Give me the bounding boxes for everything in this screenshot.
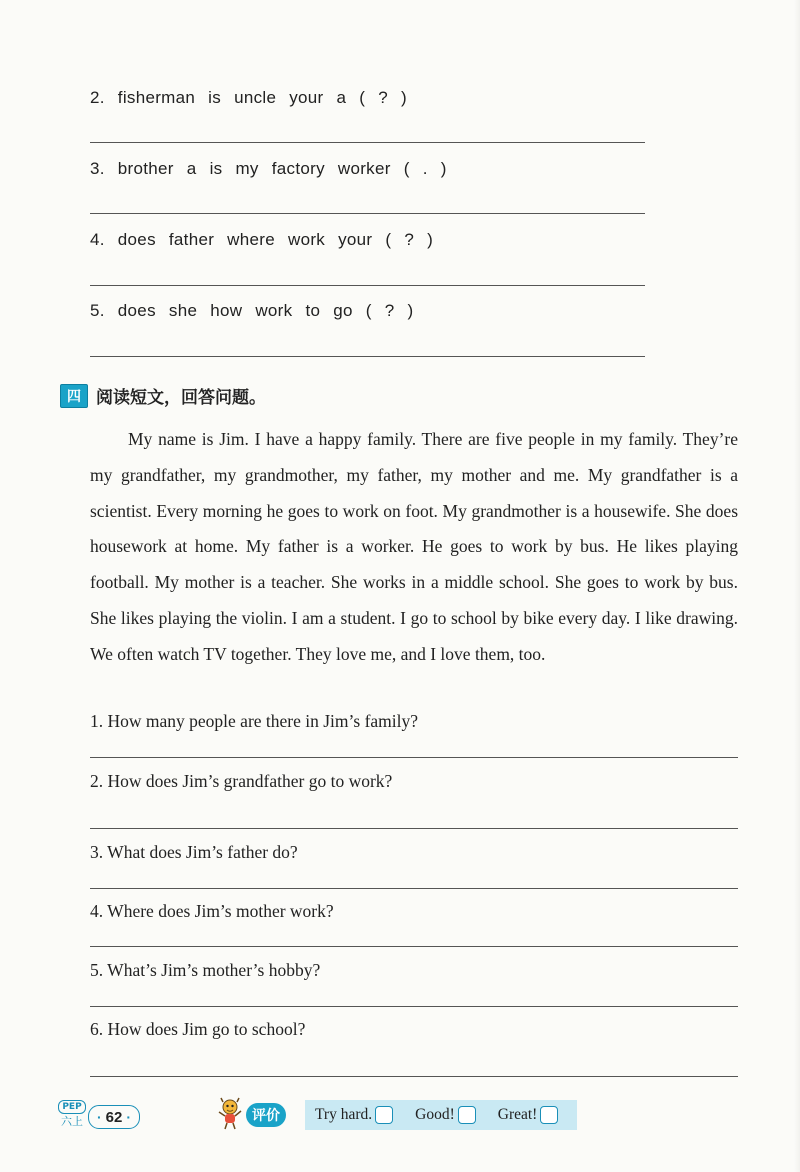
passage-text: My name is Jim. I have a happy family. There are five people in my family. They’re my grandfather, my grandmother, my father, my mother and me. My grandfather is a scientist. Every morning he goes to work on foot. My grandmother is a housewife. She does housework at home. My father is a worker. He goes to work by bus. He likes playing football. My mother is a teacher. She works in a middle school. She goes to work by bus. She likes playing the violin. I am a student. I go to school by bike every day. I like drawing. We often watch TV together. They love me, and I love them, too. [90, 429, 738, 664]
reorder-question-3: 3. brother a is my factory worker ( . ) [90, 159, 447, 178]
eval-option-try-hard[interactable] [315, 1106, 393, 1124]
reading-question-3: 3. What does Jim’s father do? [90, 842, 298, 862]
reorder-question-4: 4. does father where work your ( ? ) [90, 230, 434, 249]
pep-grade-mark [58, 1100, 86, 1128]
answer-line[interactable] [90, 356, 645, 357]
answer-line[interactable] [90, 285, 645, 286]
section-header [60, 383, 266, 408]
grade-label: 六上 [61, 1115, 83, 1128]
eval-option-label: Good! [415, 1106, 455, 1123]
dot-icon: · [97, 1109, 102, 1125]
mascot-icon [212, 1095, 248, 1131]
reading-question-5: 5. What’s Jim’s mother’s hobby? [90, 960, 321, 980]
eval-option-label: Great! [497, 1106, 538, 1123]
eval-option-good[interactable] [415, 1106, 476, 1124]
answer-line[interactable] [90, 946, 738, 947]
answer-line[interactable] [90, 828, 738, 829]
answer-line[interactable] [90, 1006, 738, 1007]
reading-question-1: 1. How many people are there in Jim’s family? [90, 711, 419, 731]
scan-edge-shadow [794, 0, 800, 1172]
eval-option-label: Try hard. [315, 1106, 373, 1123]
reorder-question-5: 5. does she how work to go ( ? ) [90, 301, 414, 320]
eval-checkbox[interactable] [375, 1106, 393, 1124]
reading-passage [90, 422, 738, 673]
reading-question-4: 4. Where does Jim’s mother work? [90, 901, 334, 921]
section-title: 阅读短文，回答问题。 [96, 388, 266, 408]
page-number-value: 62 [105, 1108, 123, 1126]
answer-line[interactable] [90, 142, 645, 143]
dot-icon: · [126, 1109, 132, 1125]
eval-option-great[interactable] [498, 1106, 559, 1124]
reorder-question-2: 2. fisherman is uncle your a ( ? ) [90, 88, 408, 107]
evaluation-badge: 评价 [246, 1103, 286, 1127]
eval-checkbox[interactable] [540, 1106, 558, 1124]
evaluation-bar [305, 1100, 577, 1130]
eval-checkbox[interactable] [458, 1106, 476, 1124]
reading-question-6: 6. How does Jim go to school? [90, 1019, 306, 1039]
answer-line[interactable] [90, 1076, 738, 1077]
page-number [88, 1105, 140, 1129]
answer-line[interactable] [90, 213, 645, 214]
answer-line[interactable] [90, 757, 738, 758]
pep-logo: PEP [58, 1100, 86, 1114]
section-number-badge: 四 [60, 384, 88, 408]
reading-question-2: 2. How does Jim’s grandfather go to work? [90, 771, 393, 791]
answer-line[interactable] [90, 888, 738, 889]
